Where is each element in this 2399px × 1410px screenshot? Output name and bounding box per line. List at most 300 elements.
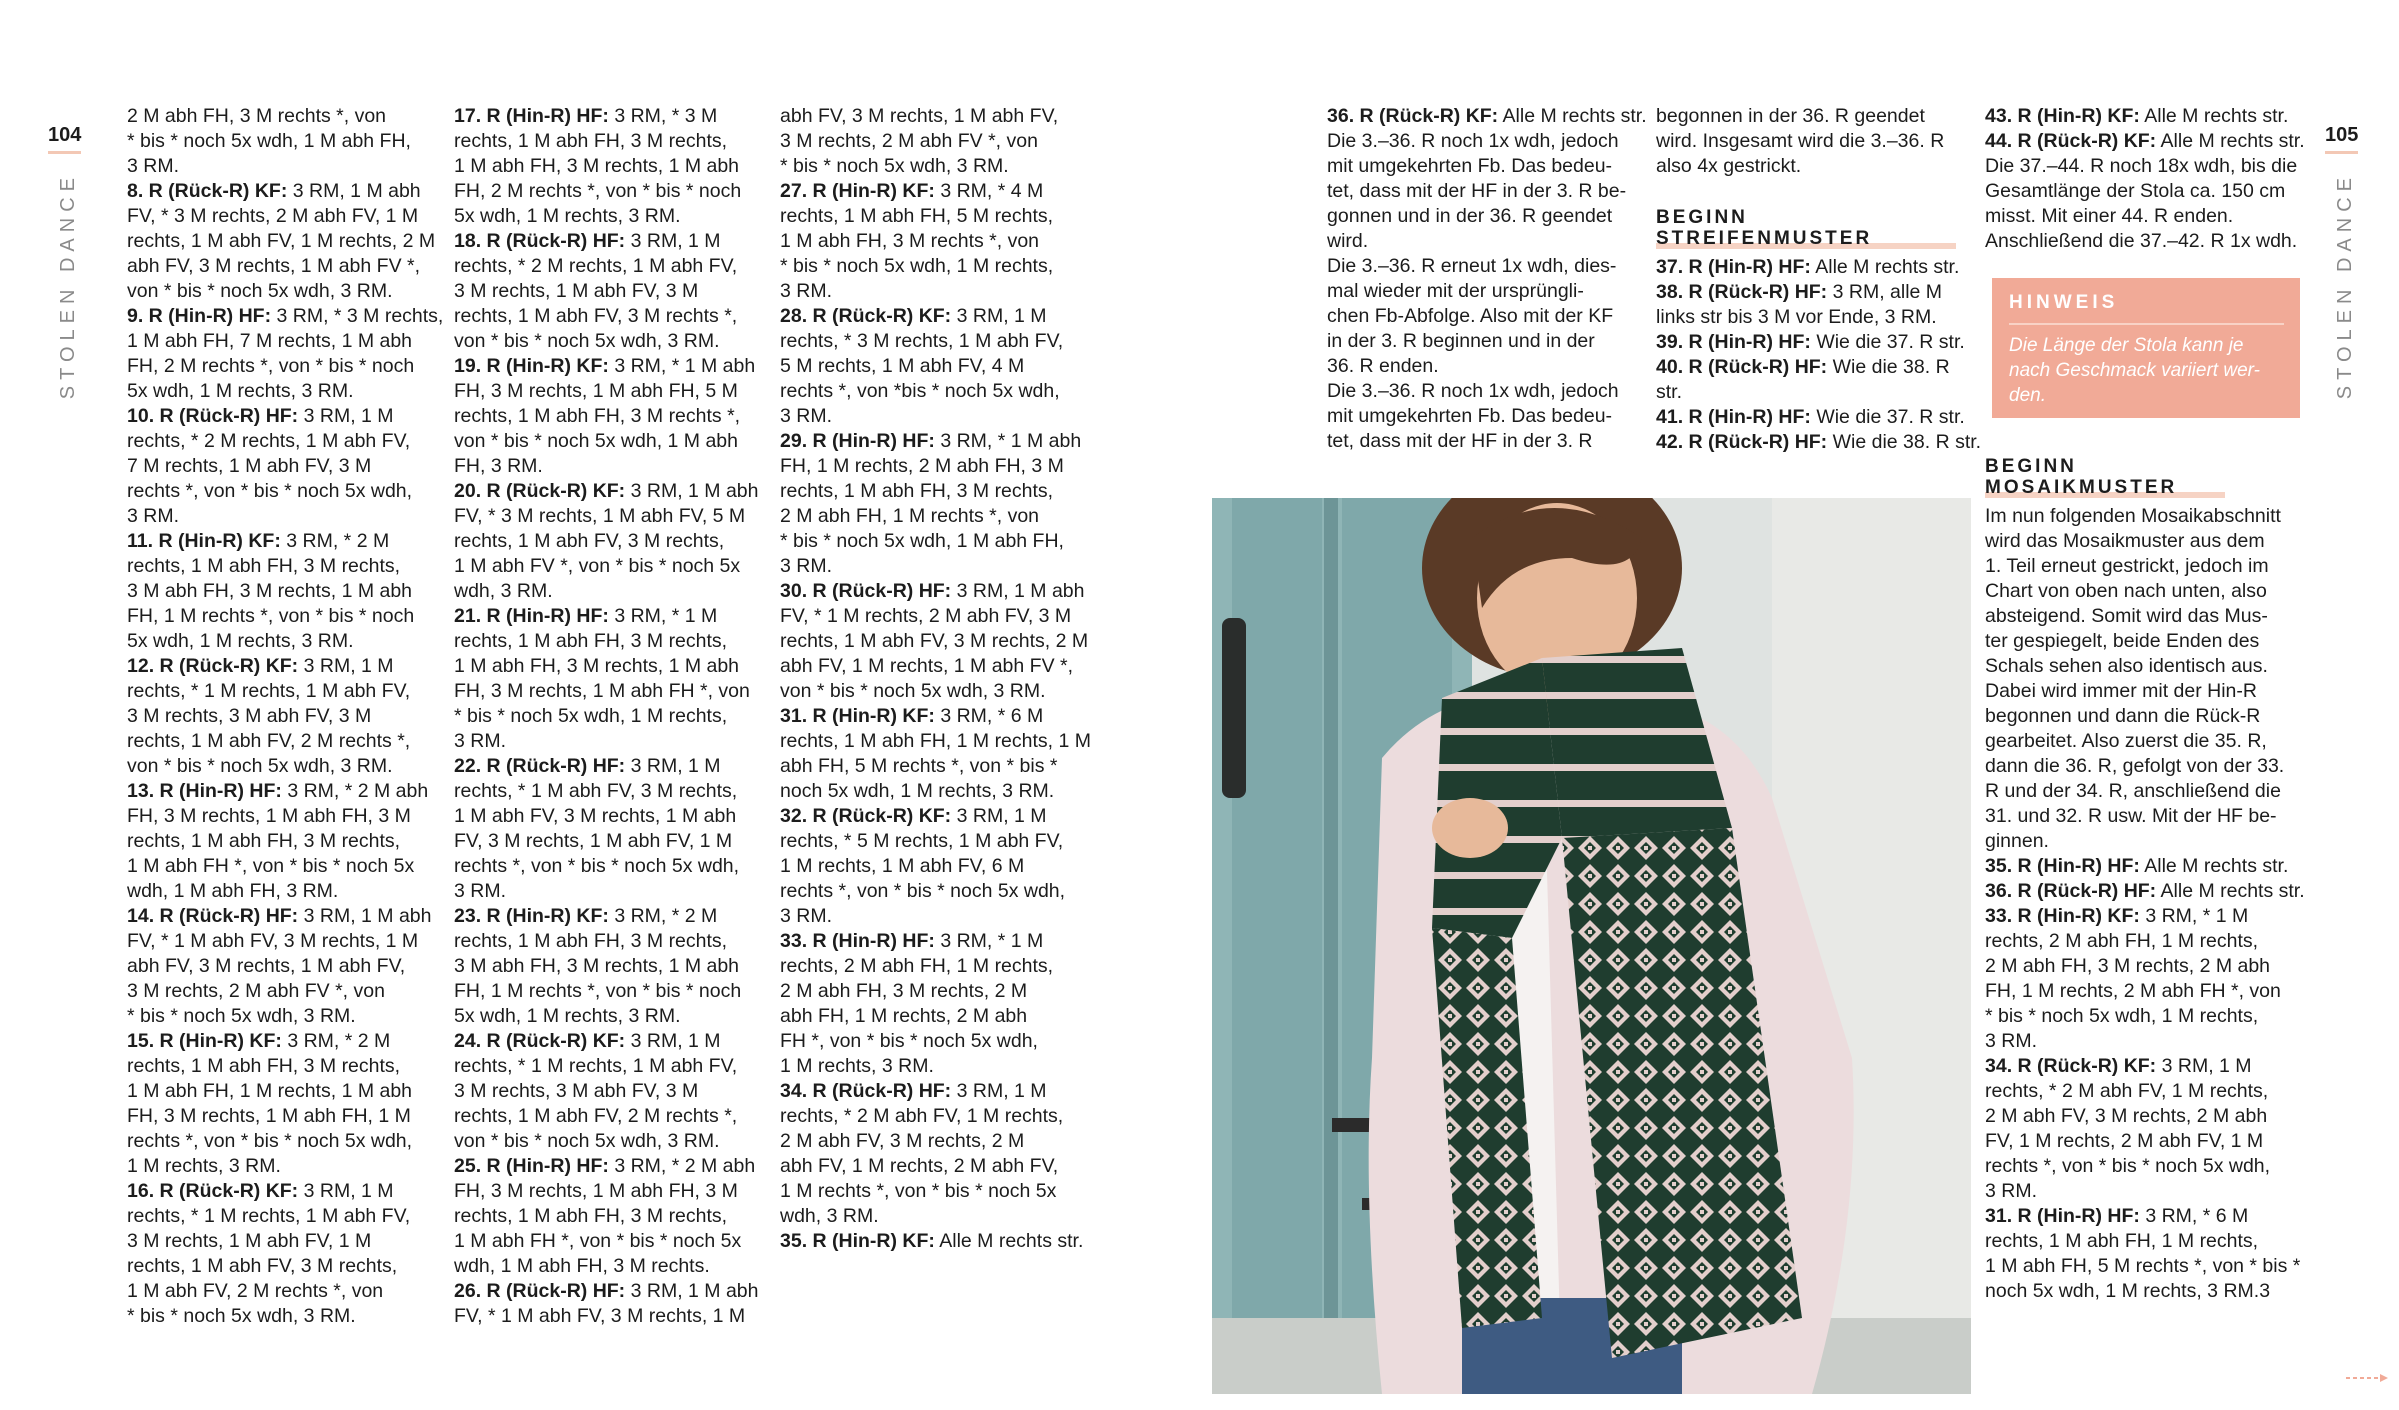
row-label: 36. R (Rück-R) HF: [1985,880,2157,902]
row-text: 1 M abh FH, 1 M rechts, 1 M abh [127,1080,413,1102]
right-col3-line [1985,1054,2305,1079]
row-text: * bis * noch 5x wdh, 1 M abh FH, [127,130,411,152]
page-number-right: 105 [2325,124,2358,154]
row-text: FH, 3 M rechts, 1 M abh FH, 5 M [454,380,738,402]
row-text: FH, 3 M rechts, 1 M abh FH, 1 M [127,1105,411,1127]
left-col2-line [454,679,759,704]
row-text: 3 RM, * 2 M [608,905,718,927]
row-text: Alle M rechts str. [2156,880,2305,902]
row-text: * bis * noch 5x wdh, 3 RM. [127,1305,356,1327]
row-text: FV, 3 M rechts, 1 M abh FV, 1 M [454,830,733,852]
row-text: von * bis * noch 5x wdh, 3 RM. [127,280,393,302]
left-col3-line [780,729,1091,754]
left-col2-line [454,104,759,129]
left-col1-line [127,554,443,579]
row-text: mal wieder mit der ursprüngli- [1327,280,1584,302]
hinweis-body: Die Länge der Stola kann je nach Geschmack variiert wer- den. [2009,335,2260,406]
left-col2-line [454,954,759,979]
left-col2-line [454,1229,759,1254]
right-col2-line [1656,104,1981,129]
left-col3-line [780,1004,1091,1029]
left-col1-line [127,1079,443,1104]
left-col2-line [454,704,759,729]
row-label: 34. R (Rück-R) HF: [780,1080,952,1102]
row-label: 30. R (Rück-R) HF: [780,580,952,602]
row-text: 3 RM. [780,405,833,427]
row-text: FH, 3 RM. [454,455,543,477]
row-text: 3 RM, * 6 M [2139,1205,2249,1227]
left-col2-line [454,354,759,379]
left-col2-line [454,529,759,554]
row-text: Wie die 37. R str. [1810,406,1965,428]
row-text: rechts, * 1 M rechts, 1 M abh FV, [127,680,411,702]
left-col1-line [127,179,443,204]
left-col1-line [127,204,443,229]
right-col3-line [1985,854,2305,879]
row-text: tet, dass mit der HF in der 3. R be- [1327,180,1627,202]
right-col1-line [1327,329,1647,354]
row-label: 25. R (Hin-R) HF: [454,1155,609,1177]
left-col3-line [780,1179,1091,1204]
row-text: von * bis * noch 5x wdh, 3 RM. [127,755,393,777]
row-text: FH, 1 M rechts, 2 M abh FH *, von [1985,980,2281,1002]
left-col3-line [780,1029,1091,1054]
left-col1-line [127,654,443,679]
row-text: von * bis * noch 5x wdh, 1 M abh [454,430,738,452]
left-col1-line [127,854,443,879]
row-text: 2 M abh FH, 3 M rechts *, von [127,105,387,127]
left-col2-line [454,629,759,654]
row-text: * bis * noch 5x wdh, 1 M rechts, [454,705,728,727]
left-col2-line [454,829,759,854]
text-column-right-2 [1656,104,1981,455]
left-col2-line [454,454,759,479]
row-text: 3 M rechts, 2 M abh FV *, von [127,980,385,1002]
row-text: * bis * noch 5x wdh, 3 RM. [127,1005,356,1027]
left-col3-line [780,829,1091,854]
row-text: also 4x gestrickt. [1656,155,1802,177]
row-text: rechts, 1 M abh FH, 3 M rechts *, [454,405,741,427]
row-text: tet, dass mit der HF in der 3. R [1327,430,1593,452]
row-text: 3 RM, * 1 M [608,605,718,627]
row-text: Alle M rechts str. [1498,105,1647,127]
right-col2-line [1656,129,1981,154]
right-col3-line [1985,179,2305,204]
row-text: Gesamtlänge der Stola ca. 150 cm [1985,180,2286,202]
row-text: dann die 36. R, gefolgt von der 33. [1985,755,2285,777]
row-text: 2 M abh FV, 3 M rechts, 2 M [780,1130,1025,1152]
left-col1-line [127,904,443,929]
left-col3-line [780,929,1091,954]
row-text: 3 RM, * 2 M abh [281,780,429,802]
row-text: 5 M rechts, 1 M abh FV, 4 M [780,355,1025,377]
row-label: 22. R (Rück-R) HF: [454,755,626,777]
right-col2-line [1656,255,1981,280]
row-text: 3 RM, 1 M [625,755,721,777]
left-col2-line [454,254,759,279]
row-text: rechts *, von * bis * noch 5x wdh, [127,1130,413,1152]
row-text: rechts, 1 M abh FH, 1 M rechts, [1985,1230,2259,1252]
row-text: rechts, 1 M abh FH, 3 M rechts, [454,630,728,652]
left-col2-line [454,554,759,579]
right-col1-line [1327,104,1647,129]
row-text: 1 M abh FV, 3 M rechts, 1 M abh [454,805,737,827]
running-head-right: STOLEN DANCE [2334,172,2356,400]
row-text: abh FV, 1 M rechts, 1 M abh FV *, [780,655,1073,677]
row-text: wird. [1327,230,1369,252]
row-text: rechts *, von * bis * noch 5x wdh, [454,855,740,877]
row-text: 1 M rechts, 3 RM. [127,1155,281,1177]
row-label: 21. R (Hin-R) HF: [454,605,609,627]
left-col2-line [454,154,759,179]
row-text: 5x wdh, 1 M rechts, 3 RM. [454,205,681,227]
row-label: 33. R (Hin-R) KF: [1985,905,2140,927]
row-text: R und der 34. R, anschließend die [1985,780,2281,802]
right-col2-line [1656,430,1981,455]
left-col1-line [127,504,443,529]
row-text: rechts, * 2 M abh FV, 1 M rechts, [780,1105,1064,1127]
left-col3-line [780,804,1091,829]
row-text: Wie die 38. R str. [1827,431,1982,453]
left-col3-line [780,454,1091,479]
right-col3-line [1985,1029,2305,1054]
row-text: Wie die 37. R str. [1810,331,1965,353]
left-col3-line [780,1204,1091,1229]
row-text: von * bis * noch 5x wdh, 3 RM. [454,330,720,352]
left-col2-line [454,604,759,629]
left-col2-line [454,729,759,754]
left-col3-line [780,779,1091,804]
row-label: 32. R (Rück-R) KF: [780,805,952,827]
left-col2-line [454,579,759,604]
right-col1-line [1327,179,1647,204]
left-col1-line [127,829,443,854]
left-col1-line [127,604,443,629]
row-label: 9. R (Hin-R) HF: [127,305,272,327]
row-label: 43. R (Hin-R) KF: [1985,105,2140,127]
row-label: 31. R (Hin-R) KF: [780,705,935,727]
right-col1-line [1327,229,1647,254]
row-text: Anschließend die 37.–42. R 1x wdh. [1985,230,2298,252]
right-col1-line [1327,429,1647,454]
scarf-photo [1212,498,1971,1394]
row-text: 3 RM, 1 M abh [951,580,1085,602]
left-col1-line [127,354,443,379]
right-col1-line [1327,304,1647,329]
right-col3-line [1985,229,2305,254]
row-text: rechts, 1 M abh FV, 3 M rechts, [454,530,725,552]
left-col1-line [127,779,443,804]
right-col3-line [1985,604,2305,629]
left-col3-line [780,604,1091,629]
right-col3-line [1985,1104,2305,1129]
row-text: begonnen in der 36. R geendet [1656,105,1925,127]
left-col1-line [127,1204,443,1229]
row-label: 37. R (Hin-R) HF: [1656,256,1811,278]
left-col3-line [780,129,1091,154]
row-text: Alle M rechts str. [934,1230,1084,1252]
row-label: 27. R (Hin-R) KF: [780,180,935,202]
row-label: 39. R (Hin-R) HF: [1656,331,1811,353]
right-col2-line [1656,405,1981,430]
row-text: 3 RM. [454,880,507,902]
row-text: rechts, 1 M abh FV, 3 M rechts, 2 M [780,630,1089,652]
left-col2-line [454,1279,759,1304]
right-col2-line [1656,330,1981,355]
row-text: rechts, * 2 M abh FV, 1 M rechts, [1985,1080,2269,1102]
row-text: 3 M rechts, 3 M abh FV, 3 M [127,705,372,727]
row-text: 2 M abh FH, 3 M rechts, 2 M abh [1985,955,2271,977]
row-text: abh FV, 3 M rechts, 1 M abh FV, [127,955,406,977]
left-col2-line [454,1204,759,1229]
left-col1-line [127,254,443,279]
left-col2-line [454,1304,759,1329]
right-col3-line [1985,1004,2305,1029]
row-text: 5x wdh, 1 M rechts, 3 RM. [127,380,354,402]
row-text: rechts *, von * bis * noch 5x wdh, [1985,1155,2271,1177]
left-col3-line [780,654,1091,679]
left-col3-line [780,1054,1091,1079]
row-text: Wie die 38. R [1827,356,1950,378]
row-text: rechts, 1 M abh FH, 3 M rechts, [127,1055,401,1077]
row-text: 31. und 32. R usw. Mit der HF be- [1985,805,2277,827]
right-col2-line [1656,305,1981,330]
left-col3-line [780,679,1091,704]
row-text: * bis * noch 5x wdh, 3 RM. [780,155,1009,177]
right-col3-line [1985,829,2305,854]
left-col3-line [780,154,1091,179]
row-text: 3 RM, 1 M [951,305,1047,327]
row-label: 42. R (Rück-R) HF: [1656,431,1828,453]
row-text: rechts, 1 M abh FH, 5 M rechts, [780,205,1054,227]
left-col2-line [454,479,759,504]
row-text: rechts, 1 M abh FH, 1 M rechts, 1 M [780,730,1092,752]
row-text: rechts, 1 M abh FV, 1 M rechts, 2 M [127,230,436,252]
left-col3-line [780,979,1091,1004]
row-text: 3 RM, * 1 M [934,930,1044,952]
row-text: FV, * 3 M rechts, 2 M abh FV, 1 M [127,205,419,227]
row-text: 3 RM, 1 M abh [625,1280,759,1302]
row-text: 3 RM, 1 M [951,1080,1047,1102]
right-col3-line [1985,1254,2305,1279]
right-col2-line [1656,280,1981,305]
row-text: FV, * 3 M rechts, 1 M abh FV, 5 M [454,505,746,527]
left-col2-line [454,979,759,1004]
left-col2-line [454,804,759,829]
row-text: 3 M abh FH, 3 M rechts, 1 M abh [454,955,740,977]
row-label: 35. R (Hin-R) KF: [780,1230,935,1252]
left-col2-line [454,754,759,779]
left-col1-line [127,729,443,754]
row-text: 3 RM. [127,505,180,527]
left-col2-line [454,129,759,154]
left-col2-line [454,504,759,529]
hinweis-box [1992,278,2300,418]
left-col3-line [780,554,1091,579]
row-text: 2 M abh FH, 3 M rechts, 2 M [780,980,1028,1002]
right-col3-line [1985,804,2305,829]
left-col1-line [127,1279,443,1304]
row-label: 23. R (Hin-R) KF: [454,905,609,927]
left-col2-line [454,854,759,879]
row-text: rechts *, von *bis * noch 5x wdh, [780,380,1060,402]
row-text: 3 RM, * 3 M [608,105,718,127]
row-text: 3 RM, 1 M [951,805,1047,827]
row-text: rechts, 1 M abh FH, 3 M rechts, [454,130,728,152]
row-text: rechts, * 1 M rechts, 1 M abh FV, [454,1055,738,1077]
row-text: mit umgekehrten Fb. Das bedeu- [1327,155,1613,177]
text-column-left-3 [780,104,1091,1254]
page-number-left: 104 [48,124,81,154]
right-col3-line [1985,1204,2305,1229]
right-col3-line [1985,1154,2305,1179]
row-text: FV, * 1 M rechts, 2 M abh FV, 3 M [780,605,1072,627]
left-col1-line [127,429,443,454]
row-text: Schals sehen also identisch aus. [1985,655,2268,677]
row-text: 3 RM, 1 M [2156,1055,2252,1077]
row-text: 3 RM, 1 M [625,230,721,252]
left-col2-line [454,1104,759,1129]
right-col3-line [1985,929,2305,954]
row-label: 33. R (Hin-R) HF: [780,930,935,952]
row-text: abh FV, 1 M rechts, 2 M abh FV, [780,1155,1059,1177]
right-col2-line [1656,154,1981,179]
row-text: links str bis 3 M vor Ende, 3 RM. [1656,306,1937,328]
row-text: rechts, * 2 M rechts, 1 M abh FV, [127,430,411,452]
row-text: in der 3. R beginnen und in der [1327,330,1595,352]
row-text: 3 M rechts, 1 M abh FV, 1 M [127,1230,372,1252]
text-column-right-3-bottom [1985,456,2305,1304]
row-label: 20. R (Rück-R) KF: [454,480,626,502]
row-text: 1 M rechts, 1 M abh FV, 6 M [780,855,1025,877]
left-col3-line [780,754,1091,779]
left-col3-line [780,879,1091,904]
row-label: 19. R (Hin-R) KF: [454,355,609,377]
left-col1-line [127,404,443,429]
row-text: Im nun folgenden Mosaikabschnitt [1985,505,2281,527]
row-text: rechts *, von * bis * noch 5x wdh, [127,480,413,502]
left-col2-line [454,304,759,329]
left-col3-line [780,904,1091,929]
left-col2-line [454,329,759,354]
row-text: abh FH, 1 M rechts, 2 M abh [780,1005,1028,1027]
left-col3-line [780,954,1091,979]
left-col2-line [454,1179,759,1204]
row-text: begonnen und dann die Rück-R [1985,705,2261,727]
row-label: 26. R (Rück-R) HF: [454,1280,626,1302]
row-text: rechts, 1 M abh FH, 3 M rechts, [454,930,728,952]
row-text: 3 M rechts, 2 M abh FV *, von [780,130,1038,152]
row-label: 34. R (Rück-R) KF: [1985,1055,2157,1077]
left-col1-line [127,304,443,329]
left-col1-line [127,1179,443,1204]
row-text: rechts, 2 M abh FH, 1 M rechts, [780,955,1054,977]
row-text: 3 RM, alle M [1827,281,1943,303]
row-label: 24. R (Rück-R) KF: [454,1030,626,1052]
left-col3-line [780,429,1091,454]
left-col1-line [127,1154,443,1179]
left-col1-line [127,754,443,779]
row-text: 3 RM, * 2 M [280,530,390,552]
row-text: ginnen. [1985,830,2049,852]
row-text: noch 5x wdh, 1 M rechts, 3 RM. [780,780,1055,802]
row-text: Dabei wird immer mit der Hin-R [1985,680,2257,702]
left-col1-line [127,1104,443,1129]
right-col3-line [1985,704,2305,729]
left-col2-line [454,1079,759,1104]
left-col3-line [780,404,1091,429]
row-text: 3 RM, 1 M abh [298,905,432,927]
right-col1-line [1327,279,1647,304]
row-text: Alle M rechts str. [2156,130,2305,152]
row-text: 3 RM. [1985,1030,2038,1052]
left-col1-line [127,1054,443,1079]
row-text: 3 RM, * 2 M abh [608,1155,756,1177]
row-text: FH, 1 M rechts *, von * bis * noch [454,980,742,1002]
left-col1-line [127,329,443,354]
left-col1-line [127,1229,443,1254]
left-col2-line [454,379,759,404]
left-col2-line [454,1254,759,1279]
row-text: FH, 3 M rechts, 1 M abh FH, 3 M [454,1180,738,1202]
right-col2-line [1656,380,1981,405]
right-col1-line [1327,379,1647,404]
right-col3-line [1985,1129,2305,1154]
row-text: von * bis * noch 5x wdh, 3 RM. [780,680,1046,702]
left-col1-line [127,529,443,554]
row-text: rechts, 1 M abh FV, 3 M rechts, [127,1255,398,1277]
row-text: 7 M rechts, 1 M abh FV, 3 M [127,455,372,477]
left-col1-line [127,879,443,904]
left-col3-line [780,579,1091,604]
row-text: wird. Insgesamt wird die 3.–36. R [1656,130,1945,152]
row-text: FH, 3 M rechts, 1 M abh FH, 3 M [127,805,411,827]
left-col1-line [127,1129,443,1154]
row-text: rechts, 1 M abh FV, 2 M rechts *, [127,730,411,752]
left-col2-line [454,279,759,304]
row-text: 3 RM, * 2 M [281,1030,391,1052]
right-col1-line [1327,354,1647,379]
left-col3-line [780,1129,1091,1154]
left-col3-line [780,279,1091,304]
row-label: 13. R (Hin-R) HF: [127,780,282,802]
right-col3-line [1985,679,2305,704]
left-col1-line [127,379,443,404]
right-col1-line [1327,404,1647,429]
row-text: FH, 2 M rechts *, von * bis * noch [127,355,415,377]
left-col1-line [127,804,443,829]
left-col3-line [780,179,1091,204]
row-text: FH, 1 M rechts, 2 M abh FH, 3 M [780,455,1064,477]
right-col3-line [1985,629,2305,654]
left-col1-line [127,954,443,979]
row-label: 38. R (Rück-R) HF: [1656,281,1828,303]
row-text: Die 3.–36. R noch 1x wdh, jedoch [1327,130,1619,152]
row-text: abh FV, 3 M rechts, 1 M abh FV, [780,105,1059,127]
row-label: 8. R (Rück-R) KF: [127,180,288,202]
row-text: str. [1656,381,1683,403]
left-col3-line [780,504,1091,529]
hinweis-title: HINWEIS [2009,292,2119,313]
row-text: 3 RM. [127,155,180,177]
row-text: * bis * noch 5x wdh, 1 M abh FH, [780,530,1064,552]
text-column-right-1 [1327,104,1647,454]
left-col3-line [780,329,1091,354]
row-text: rechts, * 1 M abh FV, 3 M rechts, [454,780,738,802]
row-text: 3 RM, * 1 M abh [934,430,1082,452]
row-label: 40. R (Rück-R) HF: [1656,356,1828,378]
row-text: abh FH, 5 M rechts *, von * bis * [780,755,1058,777]
